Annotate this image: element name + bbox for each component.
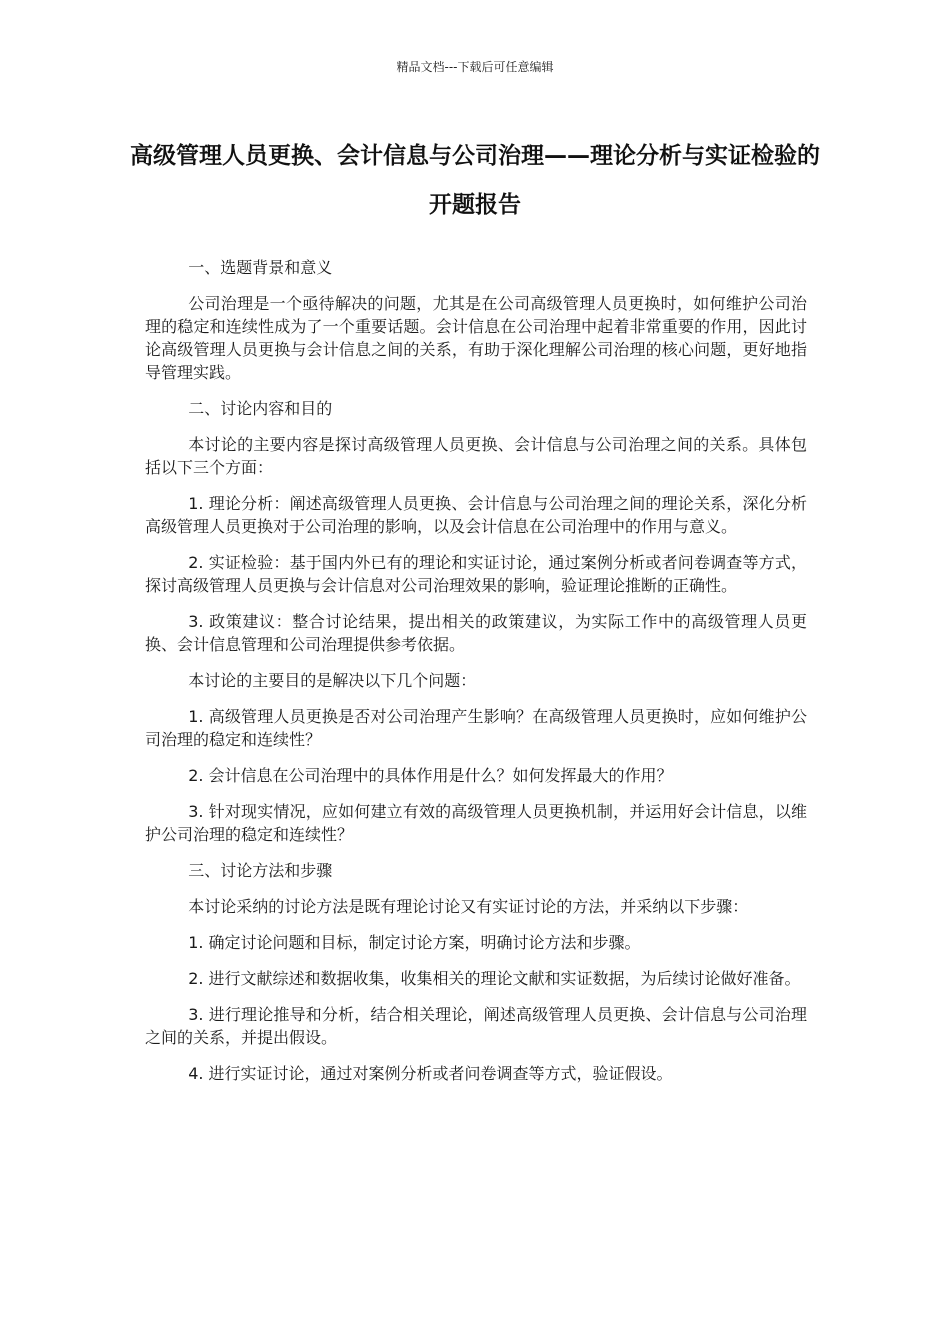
list-item: 3. 针对现实情况，应如何建立有效的高级管理人员更换机制，并运用好会计信息，以维护公司治理的稳定和连续性？: [145, 802, 807, 844]
list-item: 1. 理论分析：阐述高级管理人员更换、会计信息与公司治理之间的理论关系，深化分析高级管理人员更换对于公司治理的影响，以及会计信息在公司治理中的作用与意义。: [145, 494, 807, 536]
list-item: 2. 进行文献综述和数据收集，收集相关的理论文献和实证数据，为后续讨论做好准备。: [188, 969, 801, 988]
section-heading-method: 三、讨论方法和步骤: [188, 861, 333, 880]
list-item: 2. 实证检验：基于国内外已有的理论和实证讨论，通过案例分析或者问卷调查等方式，探讨高级管理人员更换与会计信息对公司治理效果的影响，验证理论推断的正确性。: [145, 553, 807, 595]
paragraph: 本讨论的主要内容是探讨高级管理人员更换、会计信息与公司治理之间的关系。具体包括以下三个方面：: [145, 435, 807, 477]
section-heading-background: 一、选题背景和意义: [188, 258, 333, 277]
paragraph: 公司治理是一个亟待解决的问题，尤其是在公司高级管理人员更换时，如何维护公司治理的稳定和连续性成为了一个重要话题。会计信息在公司治理中起着非常重要的作用，因此讨论高级管理人员更换与会计信息之间的关系，有助于深化理解公司治理的核心问题，更好地指导管理实践。: [145, 294, 807, 382]
list-item: 1. 确定讨论问题和目标，制定讨论方案，明确讨论方法和步骤。: [188, 933, 641, 952]
section-heading-content: 二、讨论内容和目的: [188, 399, 333, 418]
list-item: 4. 进行实证讨论，通过对案例分析或者问卷调查等方式，验证假设。: [188, 1064, 673, 1083]
document-title: 高级管理人员更换、会计信息与公司治理——理论分析与实证检验的开题报告: [130, 143, 820, 218]
list-item: 3. 进行理论推导和分析，结合相关理论，阐述高级管理人员更换、会计信息与公司治理之间的关系，并提出假设。: [145, 1005, 807, 1047]
header-note: 精品文档---下载后可任意编辑: [396, 60, 554, 74]
paragraph: 本讨论采纳的讨论方法是既有理论讨论又有实证讨论的方法，并采纳以下步骤：: [188, 897, 749, 916]
list-item: 3. 政策建议：整合讨论结果，提出相关的政策建议，为实际工作中的高级管理人员更换、会计信息管理和公司治理提供参考依据。: [145, 612, 807, 654]
document-body: [145, 256, 807, 1098]
list-item: 2. 会计信息在公司治理中的具体作用是什么？如何发挥最大的作用？: [188, 766, 673, 785]
paragraph: 本讨论的主要目的是解决以下几个问题：: [188, 671, 477, 690]
list-item: 1. 高级管理人员更换是否对公司治理产生影响？在高级管理人员更换时，应如何维护公司治理的稳定和连续性？: [145, 707, 807, 749]
